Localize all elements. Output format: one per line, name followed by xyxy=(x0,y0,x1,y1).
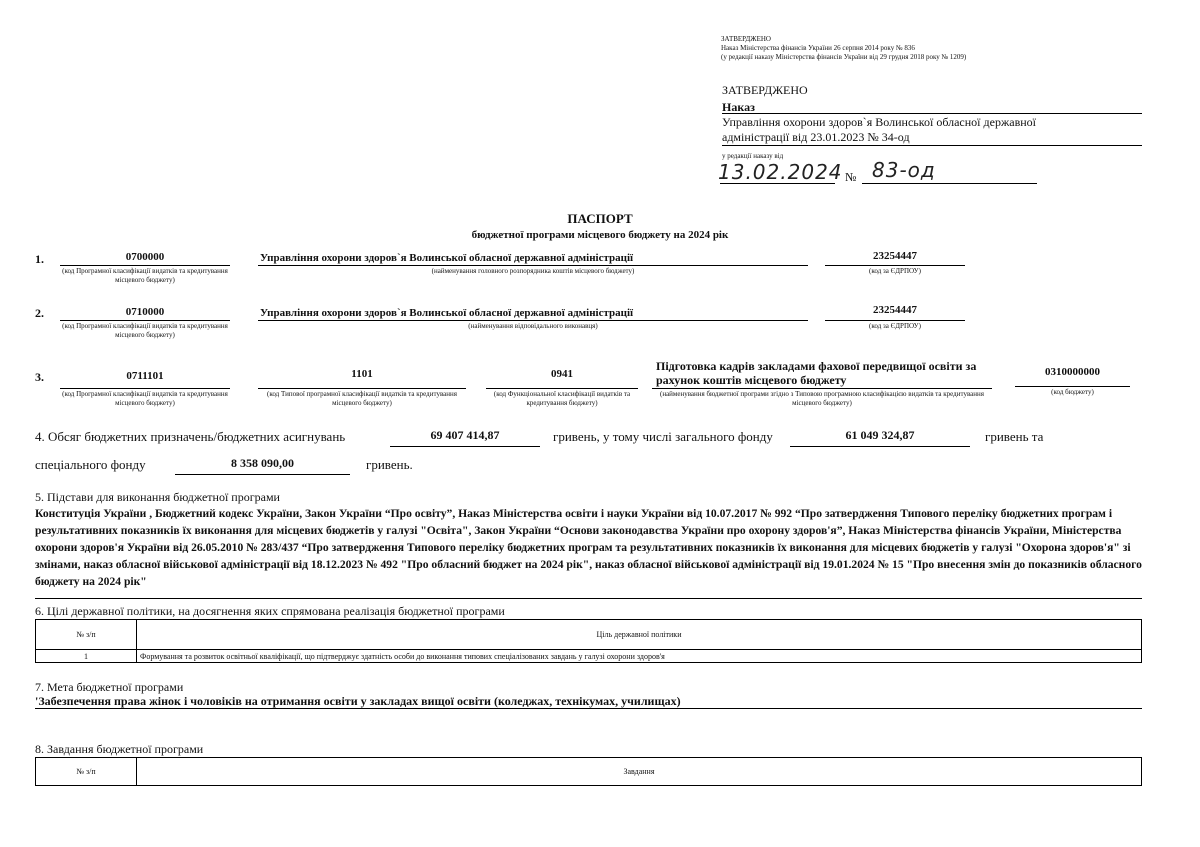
revision-date: 13.02.2024 xyxy=(718,160,843,184)
row1-name: Управління охорони здоров`я Волинської обласної державної адміністрації xyxy=(260,252,634,264)
row1-code-caption: (код Програмної класифікації видатків та кредитування місцевого бюджету) xyxy=(62,267,228,284)
approval-line2: адміністрації від 23.01.2023 № 34-од xyxy=(722,130,910,144)
row3-program-name: Підготовка кадрів закладами фахової передвищої освіти за рахунок коштів місцевого бюджету xyxy=(656,359,977,387)
number-sign: № xyxy=(845,170,857,184)
row3-typical-caption: (код Типової програмної класифікації видатків та кредитування місцевого бюджету) xyxy=(267,390,457,407)
row3-typical: 1101 xyxy=(351,368,373,380)
revision-label: у редакції наказу від xyxy=(722,152,784,160)
approval-label: ЗАТВЕРДЖЕНО xyxy=(722,83,808,97)
goals-row-num: 1 xyxy=(36,650,137,663)
row2-edrpou-caption: (код за ЄДРПОУ) xyxy=(869,322,921,330)
basis-label: 5. Підстави для виконання бюджетної програми xyxy=(35,490,280,504)
tasks-col-num: № з/п xyxy=(36,758,137,786)
page-subtitle: бюджетної програми місцевого бюджету на 2024 рік xyxy=(471,229,729,241)
goals-table xyxy=(35,619,1142,663)
volume-label: 4. Обсяг бюджетних призначень/бюджетних асигнувань xyxy=(35,429,346,444)
row1-edrpou-caption: (код за ЄДРПОУ) xyxy=(869,267,921,275)
revision-number: 83-од xyxy=(872,158,936,182)
aim-label: 7. Мета бюджетної програми xyxy=(35,680,184,694)
row2-name: Управління охорони здоров`я Волинської обласної державної адміністрації xyxy=(260,307,634,319)
approval-top-block xyxy=(721,35,1181,62)
row3-budget-caption: (код бюджету) xyxy=(1051,388,1094,396)
approval-top-line1: Наказ Міністерства фінансів України 26 серпня 2014 року № 836 xyxy=(721,44,915,52)
basis-text: Конституція України , Бюджетний кодекс України, Закон України “Про освіту”, Наказ Міністерства освіти і науки України від 10.07.2017 № 992 “Про затвердження Типового переліку бюджетних програм і результативних показників їх виконання для місцевих бюджетів у галузі "Освіта", Закон України “Основи законодавства України про охорону здоров'я”, Наказ Міністерства фінансів України, Міністерства охорони здоров'я України від 26.05.2010 № 283/437 “Про затвердження Типового переліку бюджетних програм та результативних показників їх виконання для місцевих бюджетів у галузі "Охорона здоров'я" зі змінами, наказ обласної військової адміністрації від 18.12.2023 № 492 "Про обласний бюджет на 2024 рік", наказ обласної військової адміністрації від 19.01.2024 № 15 "Про внесення змін до показників обласного бюджету на 2024 рік" xyxy=(35,507,1142,588)
row3-code-caption: (код Програмної класифікації видатків та кредитування місцевого бюджету) xyxy=(62,390,228,407)
row1-code: 0700000 xyxy=(125,251,165,263)
volume-mid: гривень, у тому числі загального фонду xyxy=(553,429,773,444)
revision-number-line xyxy=(862,183,1037,184)
row3-func-caption: (код Функціональної класифікації видатків та кредитування бюджету) xyxy=(493,390,631,407)
page-title: ПАСПОРТ xyxy=(567,211,633,226)
goals-col-goal: Ціль державної політики xyxy=(137,620,1142,650)
approval-order-line xyxy=(722,113,1142,114)
special-label: спеціального фонду xyxy=(35,457,146,472)
goals-label: 6. Цілі державної політики, на досягнення яких спрямована реалізація бюджетної програми xyxy=(35,604,505,618)
tasks-label: 8. Завдання бюджетної програми xyxy=(35,742,204,756)
tasks-table xyxy=(35,757,1142,786)
row2-code: 0710000 xyxy=(125,306,165,318)
tasks-col-task: Завдання xyxy=(137,758,1142,786)
approval-top-label: ЗАТВЕРДЖЕНО xyxy=(721,35,771,43)
row2-name-caption: (найменування відповідального виконавця) xyxy=(468,322,598,330)
row2-code-caption: (код Програмної класифікації видатків та кредитування місцевого бюджету) xyxy=(62,322,228,339)
approval-line1: Управління охорони здоров`я Волинської обласної державної xyxy=(722,115,1036,129)
row3-name-caption: (найменування бюджетної програми згідно з Типовою програмною класифікацією видатків та кредитування місцевого бюджету) xyxy=(660,390,984,407)
goals-col-num: № з/п xyxy=(36,620,137,650)
volume-total: 69 407 414,87 xyxy=(430,428,500,442)
revision-date-line xyxy=(720,183,835,184)
row2-edrpou: 23254447 xyxy=(873,304,917,316)
row3-code: 0711101 xyxy=(126,370,164,382)
volume-special: 8 358 090,00 xyxy=(231,456,294,470)
approval-order: Наказ xyxy=(722,100,755,114)
approval-top-line2: (у редакції наказу Міністерства фінансів України від 29 грудня 2018 року № 1209) xyxy=(721,53,967,61)
row3-num: 3. xyxy=(35,370,44,384)
volume-general: 61 049 324,87 xyxy=(845,428,915,442)
row3-func: 0941 xyxy=(551,368,573,380)
row3-budget-code: 0310000000 xyxy=(1045,366,1100,378)
aim-text: 'Забезпечення права жінок і чоловіків на отримання освіти у закладах вищої освіти (коледжах, технікумах, училищах) xyxy=(35,694,681,708)
row2-num: 2. xyxy=(35,306,44,320)
row1-name-caption: (найменування головного розпорядника коштів місцевого бюджету) xyxy=(431,267,635,275)
volume-end: гривень та xyxy=(985,429,1044,444)
row1-num: 1. xyxy=(35,252,44,266)
row1-edrpou: 23254447 xyxy=(873,250,917,262)
goals-row-text: Формування та розвиток освітньої кваліфікації, що підтверджує здатність особи до виконання типових спеціалізованих завдань у галузі охорони здоров'я xyxy=(137,650,1142,663)
approval-line2-underline xyxy=(722,145,1142,146)
special-end: гривень. xyxy=(366,457,413,472)
